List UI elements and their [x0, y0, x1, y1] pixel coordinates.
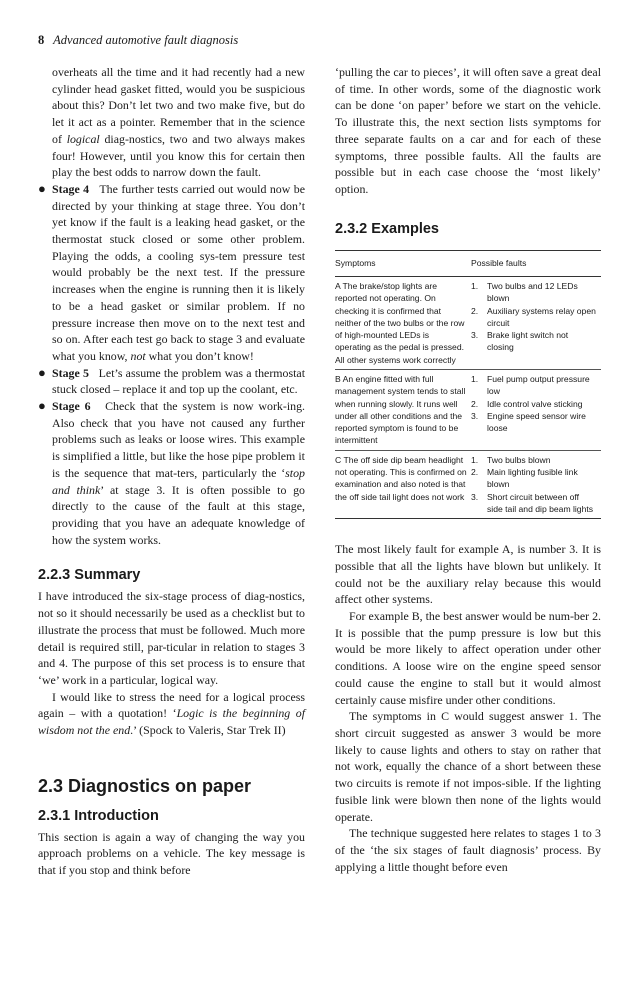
left-column — [38, 64, 305, 879]
summary-paragraph-2: I would like to stress the need for a logical process again – with a quotation! ‘Logic is the beginning of wisdom not the end.’ (Spock to Valeris, Star Trek II) — [38, 689, 305, 738]
summary-heading: 2.2.3 Summary — [38, 567, 141, 584]
symptom-cell: C The off side dip beam headlight not operating. This is confirmed on examination and also noted is that the off side tail light does not work — [335, 450, 471, 518]
examples-heading: 2.3.2 Examples — [335, 220, 439, 237]
answer-paragraph-c: The symptoms in C would suggest answer 1. The short circuit suggested as answer 3 would be more likely to cause lights and others to stay on rather that not work, equally the chance of a short between these two circuits is remote if not impos-sible. If the lighting fusible link were blown then none of the lights would operate. — [335, 709, 601, 824]
answer-paragraph-b: For example B, the best answer would be num-ber 2. It is possible that the pump pressure is low but this would be more likely to affect operation under other conditions. A loose wire on the engine speed sensor could cause the engine to stall but it would almost certainly cause misfire under other conditions. — [335, 609, 601, 707]
section-heading: 2.3 Diagnostics on paper — [38, 775, 252, 796]
list-item: 3. Engine speed sensor wire loose — [471, 410, 586, 434]
stage-5-bullet: ● Stage 5 Let’s assume the problem was a thermostat stuck closed – replace it and top up the coolant, etc. — [38, 364, 306, 397]
table-row-b — [335, 370, 601, 451]
stage-6-bullet: ● Stage 6 Check that the system is now work-ing. Also check that you have not caused any further problems such as leaks or loose wires. This example is simplified a little, but like the hose pipe problem it is the sequence that mat-ters, particularly the ‘stop and think’ at stage 3. It is often possible to go directly to the cause of the fault at this stage, providing that you have an adequate knowledge of how the system works. — [38, 398, 305, 547]
paragraph-continued: overheats all the time and it had recently had a new cylinder head gasket fitted, would you be suspicious about this? Don’t let two and two make five, but do let it act as a pointer. Remember that in the science of logical diag-nostics, two and two always makes four! However, until you know this for certain then play the best odds to narrow down the fault. — [52, 65, 305, 180]
faults-cell — [471, 370, 601, 451]
list-item: 3. Brake light switch not closing — [471, 330, 569, 353]
bullet-icon: ● — [38, 364, 46, 380]
list-item: 2. Main lighting fusible link blown — [471, 467, 578, 490]
list-item: 2. Auxiliary systems relay open circuit — [471, 305, 596, 328]
symptoms-column-header: Symptoms — [335, 250, 471, 276]
book-title: Advanced automotive fault diagnosis — [53, 33, 239, 47]
examples-table — [335, 250, 601, 520]
list-item: 1. Fuel pump output pressure low — [471, 374, 590, 397]
introduction-paragraph: This section is again a way of changing the way you approach problems on a vehicle. The key message is that if you stop and think before — [38, 829, 305, 878]
possible-faults-column-header: Possible faults — [471, 250, 601, 276]
table-row-a — [335, 276, 601, 369]
symptom-cell: B An engine fitted with full management system tends to stall when running slowly. It runs well under all other conditions and the reported symptom is found to be intermittent — [335, 370, 471, 451]
stage-4-bullet: ● Stage 4 The further tests carried out would now be directed by your thinking at stage three. You don’t yet know if the fault is a leaking head gasket, or the thermostat stuck closed or some other problem. Playing the odds, a cooling sys-tem pressure test would probably be the next test. If the pressure increases when the engine is running then it is likely to be a head gasket or similar problem. If no pressure increase then move on to the next test and so on. After each test go back to stage 3 and evaluate what you know, not what you don’t know! — [38, 180, 305, 363]
page-number: 8 — [38, 33, 45, 47]
right-column — [335, 64, 601, 875]
summary-paragraph-1: I have introduced the six-stage process of diag-nostics, not so it should necessarily be used as a checklist but to illustrate the process that must be followed. Much more detail is required still, par-ticular in relation to stages 3 and 4. The purpose of this set process is to ensure that ‘we’ work in a particular, logical way. — [38, 589, 305, 687]
faults-cell — [471, 276, 601, 369]
symptom-cell: A The brake/stop lights are reported not operating. On checking it is confirmed that neither of the two bulbs or the row of high-mounted LEDs is operating as the pedal is pressed. All other systems work correctly — [335, 276, 471, 369]
table-header-row — [335, 250, 601, 276]
answer-paragraph-a: The most likely fault for example A, is number 3. It is possible that all the lights have blown but unlikely. It could not be the auxiliary relay because this would affect other systems. — [335, 542, 601, 607]
paragraph-continued-right: ‘pulling the car to pieces’, it will often save a great deal of time. In other words, some of the diagnostic work can be done ‘on paper’ before we start on the vehicle. To illustrate this, the next section lists symptoms for three separate faults on a car and for each of these symptoms, three possible faults. All the faults are possible but in each case choose the ‘most likely’ option. — [335, 65, 601, 196]
list-item: 3. Short circuit between off side tail and dip beam lights — [471, 491, 594, 514]
closing-paragraph: The technique suggested here relates to stages 1 to 3 of the ‘the six stages of fault diagnosis’ process. By applying a little thought before even — [335, 826, 601, 874]
list-item: 1. Two bulbs and 12 LEDs blown — [471, 280, 578, 304]
list-item: 1. Two bulbs blown — [471, 454, 551, 465]
running-header — [38, 33, 238, 48]
introduction-heading: 2.3.1 Introduction — [38, 807, 159, 824]
table-row-c — [335, 450, 601, 518]
bullet-icon: ● — [38, 398, 46, 414]
list-item: 2. Idle control valve sticking — [471, 398, 583, 409]
bullet-icon: ● — [38, 180, 46, 196]
faults-cell — [471, 450, 601, 518]
